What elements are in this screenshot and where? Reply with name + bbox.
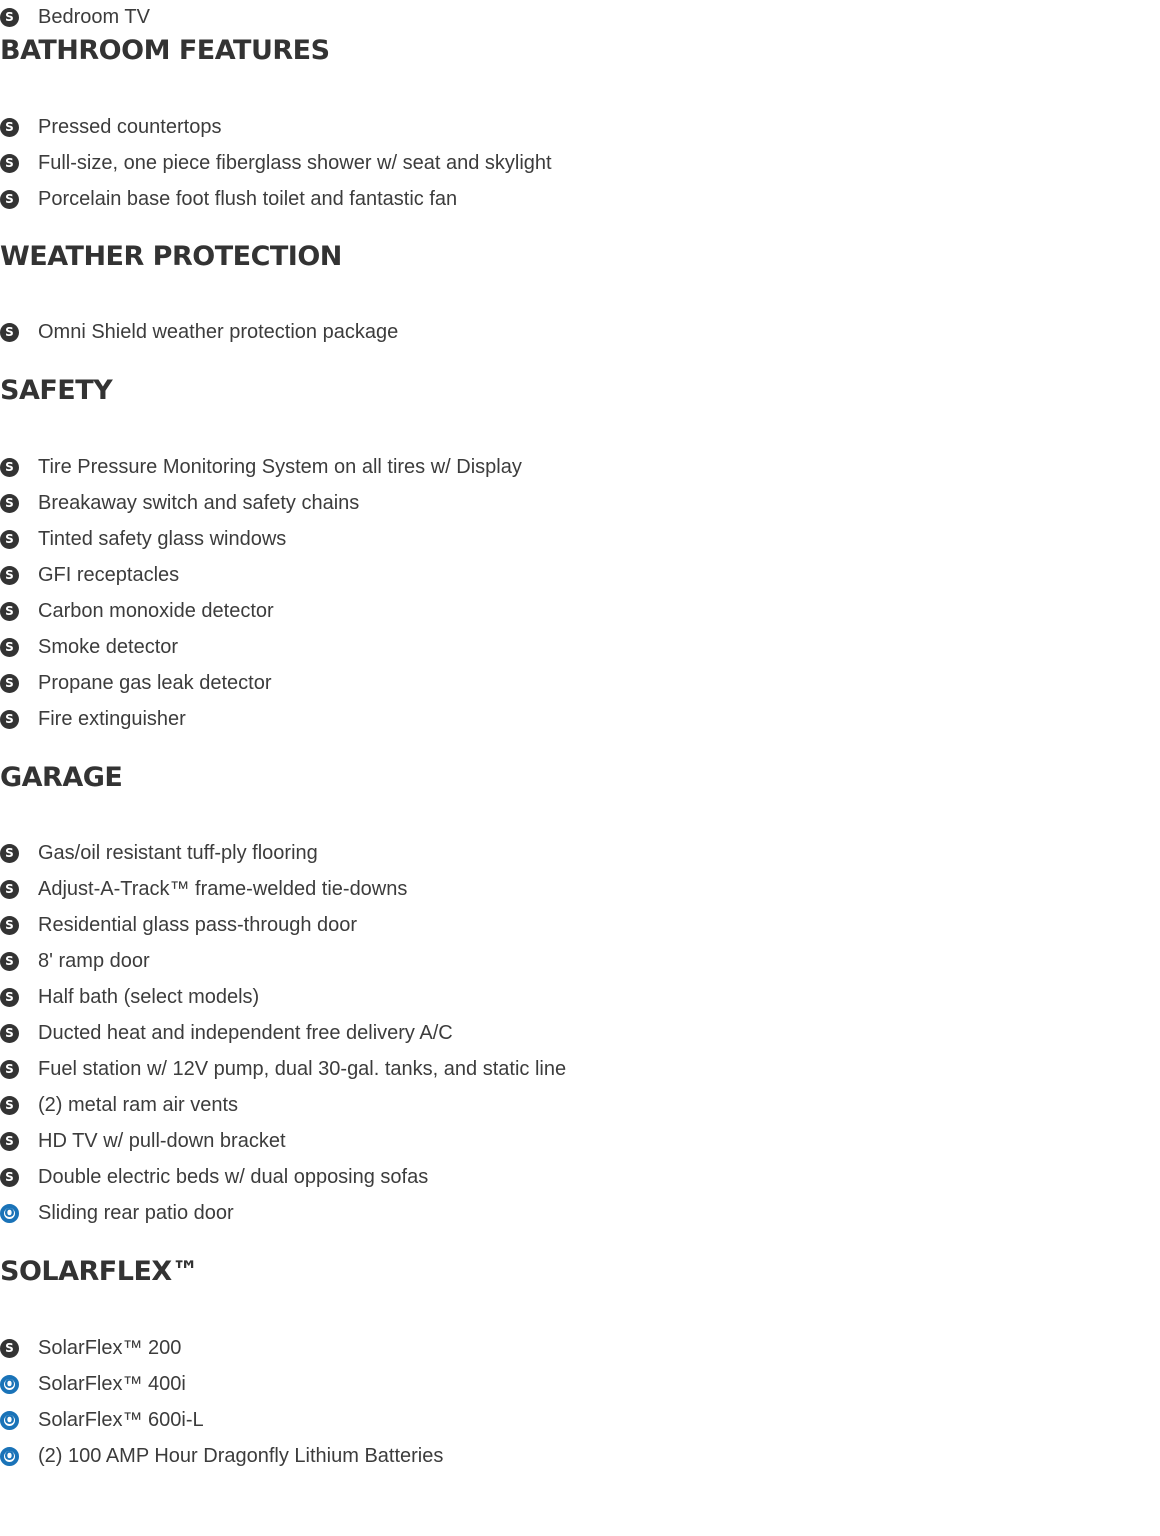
standard-badge-icon: S (0, 952, 19, 971)
feature-label: Smoke detector (38, 635, 179, 658)
feature-label: Pressed countertops (38, 115, 222, 138)
feature-label: Gas/oil resistant tuff-ply flooring (38, 841, 318, 864)
standard-badge-icon: S (0, 458, 19, 477)
list-item (0, 841, 318, 865)
feature-label: Porcelain base foot flush toilet and fantastic fan (38, 187, 458, 210)
standard-badge-icon: S (0, 190, 19, 209)
standard-badge-icon: S (0, 674, 19, 693)
standard-badge-icon: S (0, 566, 19, 585)
list-item (0, 599, 274, 623)
list-item (0, 1336, 181, 1360)
standard-badge-icon: S (0, 844, 19, 863)
feature-label: Bedroom TV (38, 5, 150, 28)
list-item (0, 527, 286, 551)
feature-label: Sliding rear patio door (38, 1201, 234, 1224)
feature-label: (2) 100 AMP Hour Dragonfly Lithium Batteries (38, 1444, 444, 1467)
list-item (0, 491, 359, 515)
list-item (0, 5, 150, 29)
feature-label: Full-size, one piece fiberglass shower w/ seat and skylight (38, 151, 552, 174)
feature-label: Fire extinguisher (38, 707, 186, 730)
section-title-bathroom-features: BATHROOM FEATURES (0, 35, 330, 66)
standard-badge-icon: S (0, 154, 19, 173)
feature-label: GFI receptacles (38, 563, 180, 586)
optional-badge-icon: O (0, 1375, 19, 1394)
feature-label: Carbon monoxide detector (38, 599, 274, 622)
list-item (0, 913, 357, 937)
standard-badge-icon: S (0, 638, 19, 657)
list-item (0, 187, 457, 211)
feature-label: Half bath (select models) (38, 985, 260, 1008)
list-item (0, 115, 221, 139)
list-item (0, 1129, 286, 1153)
standard-badge-icon: S (0, 916, 19, 935)
feature-label: Adjust-A-Track™ frame-welded tie-downs (38, 877, 408, 900)
standard-badge-icon: S (0, 118, 19, 137)
standard-badge-icon: S (0, 1132, 19, 1151)
feature-label: SolarFlex™ 200 (38, 1336, 182, 1359)
feature-label: Double electric beds w/ dual opposing sofas (38, 1165, 429, 1188)
standard-badge-icon: S (0, 323, 19, 342)
list-item (0, 985, 259, 1009)
list-item (0, 1093, 238, 1117)
feature-label: Propane gas leak detector (38, 671, 272, 694)
list-item (0, 1408, 204, 1432)
feature-label: HD TV w/ pull-down bracket (38, 1129, 286, 1152)
standard-badge-icon: S (0, 988, 19, 1007)
feature-label: Fuel station w/ 12V pump, dual 30-gal. tanks, and static line (38, 1057, 567, 1080)
optional-badge-icon: O (0, 1411, 19, 1430)
section-title-solarflex: SOLARFLEX™ (0, 1256, 199, 1287)
section-title-garage: GARAGE (0, 762, 123, 793)
list-item (0, 1201, 234, 1225)
list-item (0, 563, 179, 587)
optional-badge-icon: O (0, 1204, 19, 1223)
list-item (0, 877, 407, 901)
list-item (0, 1057, 566, 1081)
list-item (0, 455, 522, 479)
standard-badge-icon: S (0, 8, 19, 27)
feature-label: SolarFlex™ 400i (38, 1372, 186, 1395)
list-item (0, 1444, 443, 1468)
optional-badge-icon: O (0, 1447, 19, 1466)
section-title-safety: SAFETY (0, 375, 113, 406)
feature-label: Breakaway switch and safety chains (38, 491, 360, 514)
standard-badge-icon: S (0, 1339, 19, 1358)
feature-label: Ducted heat and independent free delivery A/C (38, 1021, 453, 1044)
feature-label: Residential glass pass-through door (38, 913, 358, 936)
list-item (0, 671, 272, 695)
feature-label: SolarFlex™ 600i-L (38, 1408, 204, 1431)
standard-badge-icon: S (0, 530, 19, 549)
feature-label: (2) metal ram air vents (38, 1093, 239, 1116)
standard-badge-icon: S (0, 494, 19, 513)
list-item (0, 635, 178, 659)
standard-badge-icon: S (0, 710, 19, 729)
feature-label: Tinted safety glass windows (38, 527, 287, 550)
feature-label: Omni Shield weather protection package (38, 320, 399, 343)
list-item (0, 1372, 186, 1396)
standard-badge-icon: S (0, 1024, 19, 1043)
standard-badge-icon: S (0, 1096, 19, 1115)
list-item (0, 949, 150, 973)
standard-badge-icon: S (0, 1060, 19, 1079)
feature-label: 8' ramp door (38, 949, 150, 972)
standard-badge-icon: S (0, 602, 19, 621)
list-item (0, 151, 552, 175)
list-item (0, 1165, 428, 1189)
standard-badge-icon: S (0, 1168, 19, 1187)
list-item (0, 320, 398, 344)
section-title-weather-protection: WEATHER PROTECTION (0, 241, 342, 272)
list-item (0, 1021, 453, 1045)
standard-badge-icon: S (0, 880, 19, 899)
list-item (0, 707, 186, 731)
feature-label: Tire Pressure Monitoring System on all tires w/ Display (38, 455, 522, 478)
